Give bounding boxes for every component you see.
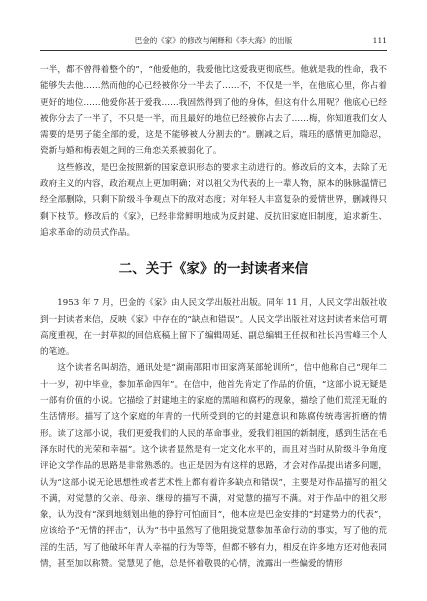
header-rule [40, 50, 387, 51]
body-text [40, 62, 387, 572]
page-number: 111 [372, 36, 387, 45]
section-heading: 二、关于《家》的一封读者来信 [118, 261, 309, 278]
paragraph-3: 1953 年 7 月，巴金的《家》由人民文学出版社出版。同年 11 月，人民文学出版社收到一封读者来信，反映《家》中存在的“缺点和错误”。人民文学出版社对这封读者来信可谓高度重视，在一封草拟的回信底稿上留下了编辑周延、副总编辑王任叔和社长冯雪峰三个人的笔迹。 [40, 298, 387, 358]
running-title: 巴金的《家》的修改与阐释和《李大海》的出版 [134, 36, 293, 45]
paragraph-1: 一半，都不曾得着整个的”，“他爱他的，我爱他比这爱我更彻底些。他就是我的性命，我不能够失去他……然而他的心已经被你分一半去了……不，不仅是一半，在他底心里，你占着更好的地位……他爱你甚于爱我……我固然得到了他的身体，但这有什么用呢？他底心已经被你分去了一半了，不只是一半，而且最好的地位已经被你占去了……梅，你知道我们女人需要的是男子能全部的爱，这是不能够被人分割去的”。删减之后，瑞珏的感情更加隐忍，瓷新与婚和梅表姐之间的三角恋关系被弱化了。 [40, 65, 387, 157]
paragraph-2: 这些修改，是巴金按照新的国家意识形态的要求主动进行的。修改后的文本，去除了无政府主义的内容，政治观点上更加明确；对以祖父为代表的上一辈人物，原本的脉脉温情已经全部删除，只剩下阶级斗争观点下的敌对态度；对年轻人丰富复杂的爱情世界，删减得只剩下枝节。修改后的《家》，已经非常鲜明地成为反封建、反抗旧家庭旧制度，追求新生、追求革命的动员式作品。 [40, 162, 387, 238]
running-header [40, 34, 387, 48]
paragraph-4: 这个读者名叫胡浩，通讯处是“湖南邵阳市田家湾某部轮训所”，信中他称自己“现年二十一岁，初中毕业，参加革命四年”。在信中，他首先肯定了作品的价值，“这部小说无疑是一部有价值的小说。它描绘了封建地主的家庭的黑暗和腐朽的现象，描绘了他们荒淫无耻的生活情形。描写了这个家庭的年青的一代所受到的它的封建意识和陈腐传统毒害折磨的情形。读了这部小说，我们更爱我们的人民的革命事业，爱我们祖国的新制度，感到生活在毛泽东时代的光荣和幸福”。这个读者显然是有一定文化水平的，而且对当时从阶级斗争角度评论文学作品的思路是非常熟悉的。也正是因为有这样的思路，才会对作品提出诸多问题，认为“这部小说无论思想性或者艺术性上都有着许多缺点和错误”，主要是对作品描写的祖父不满，对觉慧的父亲、母亲、继母的描写不满，对觉慧的描写不满。对于作品中的祖父形象，认为没有“深到地刻划出他的狰狞可怕面目”，他本应是巴金安排的“封建势力的代表”，应该给予“无情的抨击”，认为“书中虽然写了他阻拢觉慧参加革命行动的事实，写了他的荒淫的生活，写了他破坏年青人幸福的行为等等，但都不够有力，相反在许多地方还对他表同情，甚至加以称赞。觉慧见了他，总是怀着敬畏的心情，流露出一些偏爱的情形 [40, 363, 387, 570]
